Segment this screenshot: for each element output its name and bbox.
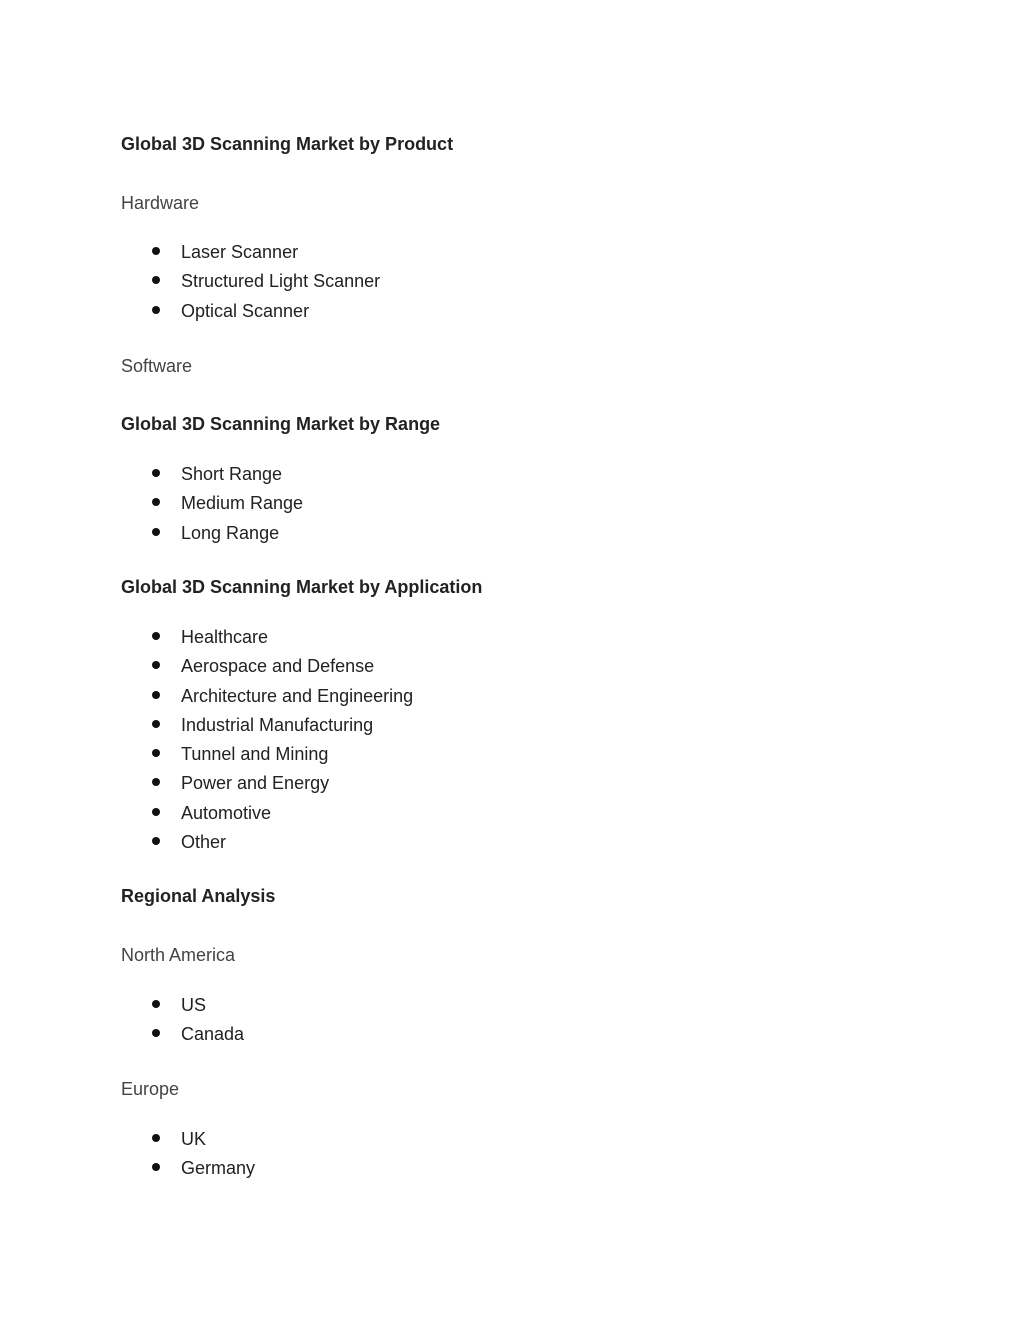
subheading-hardware: Hardware	[121, 193, 200, 213]
section-heading-application: Global 3D Scanning Market by Application	[121, 577, 483, 597]
subheading-europe: Europe	[121, 1079, 180, 1099]
section-heading-regional: Regional Analysis	[121, 886, 276, 906]
bullet-icon	[152, 469, 160, 477]
bullet-icon	[152, 720, 160, 728]
bullet-icon	[152, 837, 160, 845]
bullet-icon	[152, 276, 160, 284]
bullet-icon	[152, 778, 160, 786]
bullet-icon	[152, 1029, 160, 1037]
bullet-icon	[152, 1163, 160, 1171]
bullet-icon	[152, 661, 160, 669]
section-heading-product: Global 3D Scanning Market by Product	[121, 134, 454, 154]
bullet-icon	[152, 1134, 160, 1142]
subheading-north-america: North America	[121, 945, 236, 965]
subheading-software: Software	[121, 356, 193, 376]
bullet-icon	[152, 691, 160, 699]
bullet-icon	[152, 1000, 160, 1008]
bullet-icon	[152, 306, 160, 314]
section-heading-range: Global 3D Scanning Market by Range	[121, 414, 441, 434]
bullet-icon	[152, 749, 160, 757]
bullet-icon	[152, 247, 160, 255]
bullet-icon	[152, 498, 160, 506]
bullet-icon	[152, 528, 160, 536]
document-page: Global 3D Scanning Market by Product Hardware Laser Scanner Structured Light Scanner Optical Scanner Software Global 3D Scanning Market by Range Short Range Medium Range Long Range Global 3D Scanning Market by Application Healthcare Aerospace and Defense Architecture and Engineering Industrial Manufacturing Tunnel and Mining Power and Energy Automotive Other Regional Analysis North America US Canada Europe UK Germany	[121, 134, 483, 1179]
bullet-icon	[152, 808, 160, 816]
bullet-icon	[152, 632, 160, 640]
